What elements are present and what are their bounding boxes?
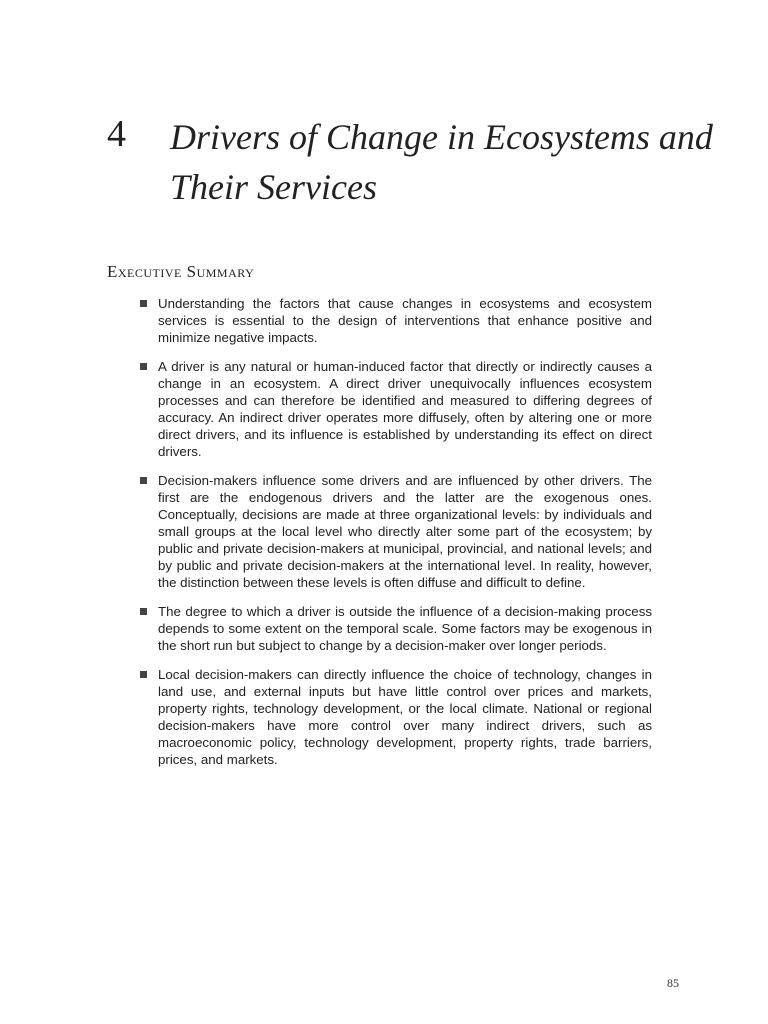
summary-bullet (140, 358, 652, 460)
bullet-text: Understanding the factors that cause changes in ecosystems and ecosystem services is essential to the design of interventions that enhance positive and minimize negative impacts. (158, 296, 652, 345)
square-bullet-icon (140, 671, 147, 678)
section-heading: Executive Summary (107, 262, 255, 281)
square-bullet-icon (140, 300, 147, 307)
bullet-text: A driver is any natural or human-induced factor that directly or indirectly causes a change in an ecosystem. A direct driver unequivocally influences ecosystem processes and can therefore be identified and measured to differing degrees of accuracy. An indirect driver operates more diffusely, often by altering one or more direct drivers, and its influence is established by understanding its effect on direct drivers. (158, 359, 652, 459)
bullet-text: The degree to which a driver is outside the influence of a decision-making process depends to some extent on the temporal scale. Some factors may be exogenous in the short run but subject to change by a decision-maker over longer periods. (158, 604, 652, 653)
bullet-text: Decision-makers influence some drivers and are influenced by other drivers. The first are the endogenous drivers and the latter are the exogenous ones. Conceptually, decisions are made at three organizational levels: by individuals and small groups at the local level who directly alter some part of the ecosystem; by public and private decision-makers at municipal, provincial, and national levels; and by public and private decision-makers at the international level. In reality, however, the distinction between these levels is often diffuse and difficult to define. (158, 473, 652, 590)
page-number: 85 (667, 976, 679, 990)
bullet-text: Local decision-makers can directly influence the choice of technology, changes in land use, and external inputs but have little control over prices and markets, property rights, technology development, or the local climate. National or regional decision-makers have more control over many indirect drivers, such as macroeconomic policy, technology development, property rights, trade barriers, prices, and markets. (158, 667, 652, 767)
square-bullet-icon (140, 477, 147, 484)
summary-bullet (140, 295, 652, 346)
summary-bullet-list (140, 295, 652, 780)
summary-bullet (140, 603, 652, 654)
square-bullet-icon (140, 608, 147, 615)
square-bullet-icon (140, 363, 147, 370)
chapter-number: 4 (107, 113, 126, 155)
chapter-title: Drivers of Change in Ecosystems and Their Services (170, 117, 713, 207)
summary-bullet (140, 472, 652, 591)
summary-bullet (140, 666, 652, 768)
